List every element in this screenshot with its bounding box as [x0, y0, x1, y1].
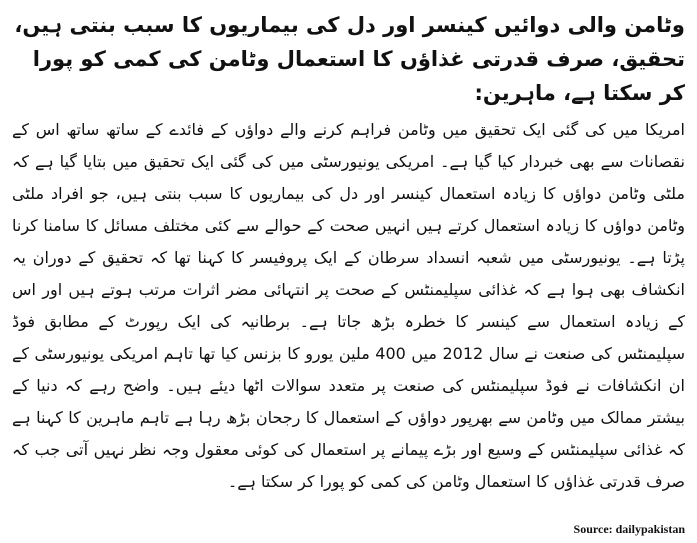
source-credit: Source: dailypakistan [573, 522, 685, 536]
article-headline: وٹامن والی دوائیں کینسر اور دل کی بیماریوں کا سبب بنتی ہیں، تحقیق، صرف قدرتی غذاؤں کا استعمال وٹامن کی کمی کو پورا کر سکتا ہے، ماہرین: [14, 13, 685, 105]
article-body-paragraph: امریکا میں کی گئی ایک تحقیق میں وٹامن فراہم کرنے والے دواؤں کے فائدے کے ساتھ ساتھ اس کے نقصانات سے بھی خبردار کیا گیا ہے۔ امریکی یونیورسٹی میں کی گئی ایک تحقیق میں بتایا گیا ہے کہ ملٹی وٹامن دواؤں کا زیادہ استعمال کینسر اور دل کی بیماریوں کا سبب بنتی ہیں، جو افراد ملٹی وٹامن دواؤں کا زیادہ استعمال کرتے ہیں انہیں صحت کے حوالے سے کئی مختلف مسائل کا سامنا کرنا پڑتا ہے۔ یونیورسٹی میں شعبہ انسداد سرطان کے ایک پروفیسر کا کہنا تھا کہ تحقیق کے دوران یہ انکشاف بھی ہوا ہے کہ غذائی سپلیمنٹس کے صحت پر انتہائی مضر اثرات مرتب ہوتے ہیں اور اس کے زیادہ استعمال سے کینسر کا خطرہ بڑھ جاتا ہے۔ برطانیہ کی ایک رپورٹ کے مطابق فوڈ سپلیمنٹس کی صنعت نے سال 2012 میں 400 ملین یورو کا بزنس کیا تھا تاہم امریکی یونیورسٹی کے ان انکشافات نے فوڈ سپلیمنٹس کی صنعت پر متعدد سوالات اٹھا دیئے ہیں۔ واضح رہے کہ دنیا کے بیشتر ممالک میں وٹامن سے بھرپور دواؤں کے استعمال کا رجحان بڑھ رہا ہے تاہم ماہرین کا کہنا ہے کہ غذائی سپلیمنٹس کے وسیع اور بڑے پیمانے پر استعمال کی کوئی معقول وجہ نظر نہیں آتی جب کہ صرف قدرتی غذاؤں کا استعمال وٹامن کی کمی کو پورا کر سکتا ہے۔ [12, 120, 685, 491]
news-article [12, 8, 685, 498]
